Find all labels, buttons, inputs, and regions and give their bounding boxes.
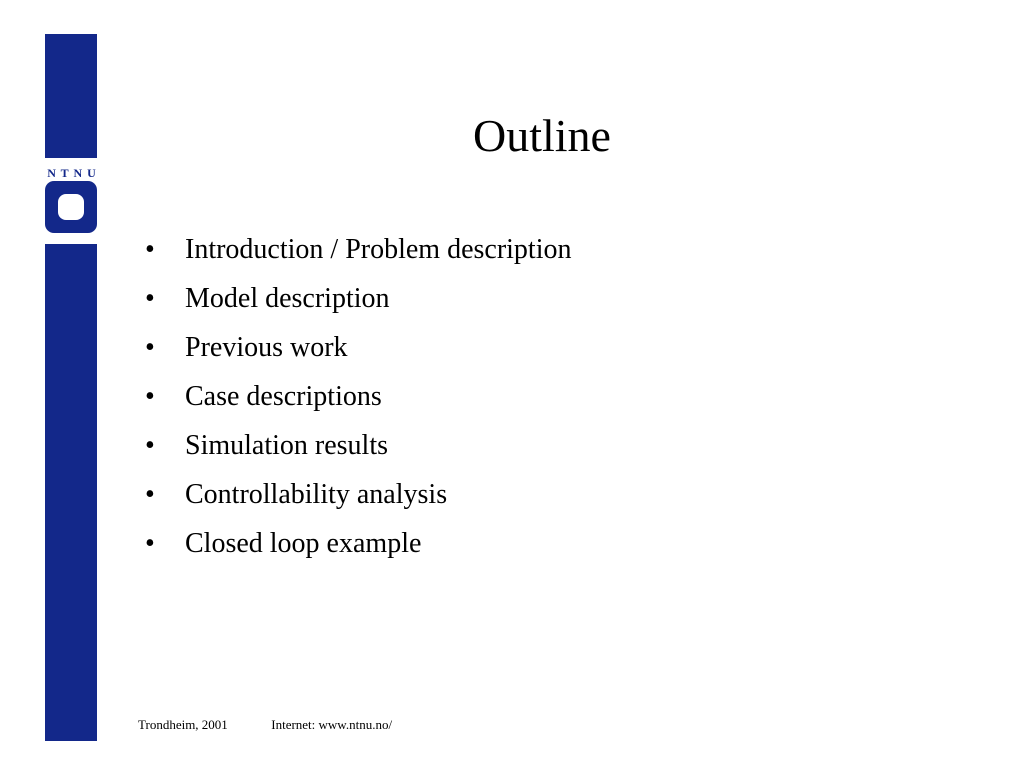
bullet-text: Case descriptions <box>185 381 382 412</box>
slide-title: Outline <box>473 110 611 161</box>
sidebar-bar-top <box>45 34 97 158</box>
sidebar-bar-bottom <box>45 244 97 741</box>
footer-place-date: Trondheim, 2001 <box>138 717 228 732</box>
footer <box>138 716 392 734</box>
bullet-list <box>145 228 572 571</box>
bullet-dot: • <box>145 283 155 314</box>
bullet-dot: • <box>145 332 155 363</box>
bullet-text: Previous work <box>185 332 348 363</box>
bullet-dot: • <box>145 234 155 265</box>
bullet-item <box>145 326 572 375</box>
bullet-item <box>145 277 572 326</box>
bullet-dot: • <box>145 528 155 559</box>
bullet-text: Simulation results <box>185 430 388 461</box>
footer-internet: Internet: www.ntnu.no/ <box>271 717 393 732</box>
bullet-item <box>145 473 572 522</box>
bullet-item <box>145 424 572 473</box>
bullet-item <box>145 375 572 424</box>
bullet-text: Introduction / Problem description <box>185 234 572 265</box>
ntnu-logo-icon <box>45 181 97 233</box>
bullet-dot: • <box>145 479 155 510</box>
bullet-text: Model description <box>185 283 390 314</box>
bullet-text: Controllability analysis <box>185 479 448 510</box>
bullet-dot: • <box>145 381 155 412</box>
logo-text: N T N U <box>47 166 97 180</box>
bullet-dot: • <box>145 430 155 461</box>
bullet-text: Closed loop example <box>185 528 422 559</box>
bullet-item <box>145 228 572 277</box>
bullet-item <box>145 522 572 571</box>
logo-mark-inner <box>58 194 84 220</box>
